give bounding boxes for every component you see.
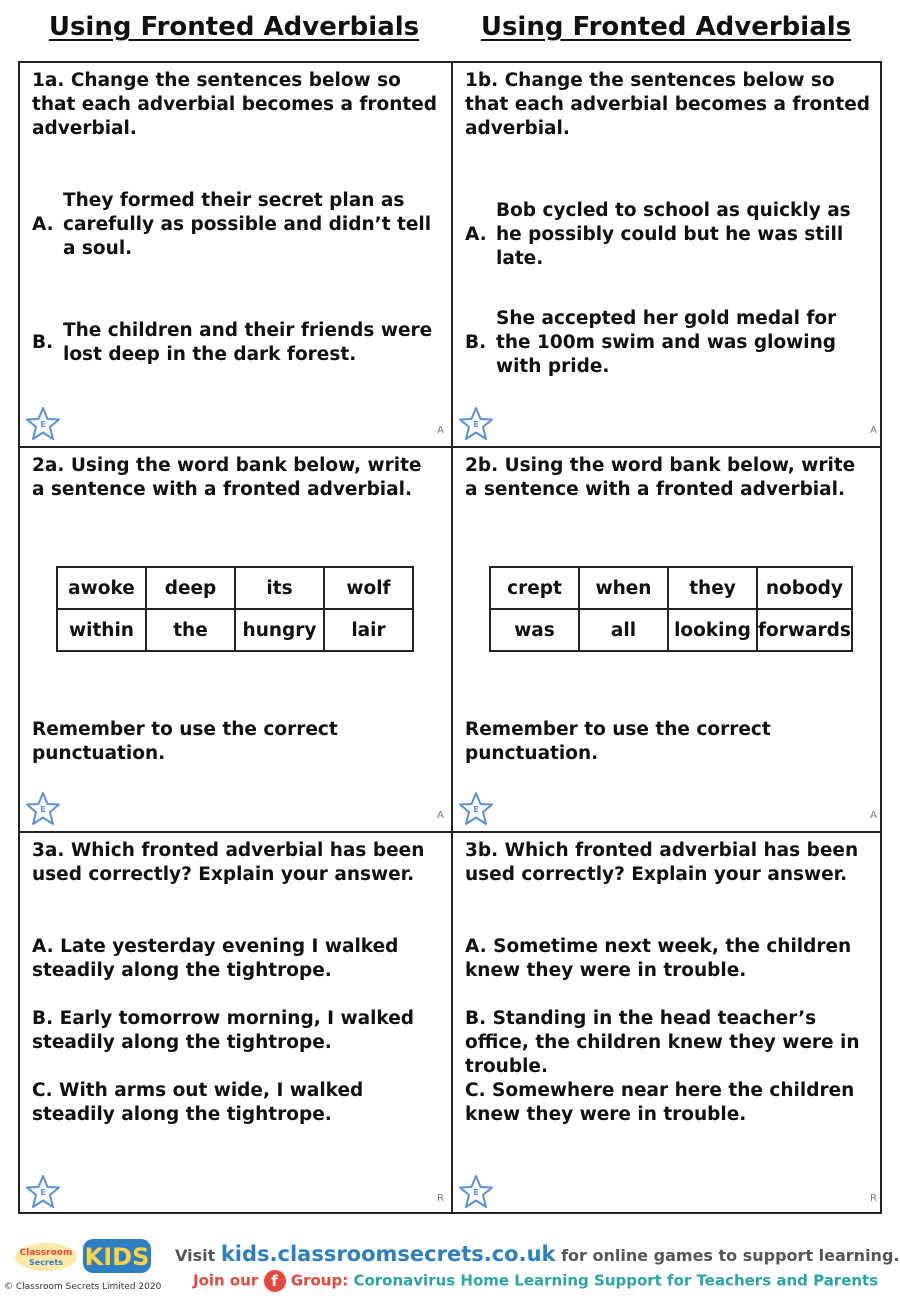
option-b bbox=[465, 307, 873, 379]
word-cell: hungry bbox=[235, 609, 324, 651]
visit-prefix: Visit bbox=[175, 1246, 216, 1265]
option-a: A. Sometime next week, the children knew they were in trouble. bbox=[465, 936, 852, 981]
difficulty-label: A bbox=[437, 810, 444, 821]
question-text: 1b. Change the sentences below so that each adverbial becomes a fronted adverbial. bbox=[465, 70, 871, 139]
question-1b bbox=[453, 63, 883, 446]
difficulty-label: A bbox=[437, 425, 444, 436]
join-prefix: Join our bbox=[193, 1271, 259, 1290]
question-text: 2a. Using the word bank below, write a sentence with a fronted adverbial. bbox=[32, 455, 422, 500]
page-title-left: Using Fronted Adverbials bbox=[48, 12, 420, 42]
question-3a bbox=[20, 833, 450, 1214]
star-label: E bbox=[473, 805, 479, 814]
group-link[interactable]: Coronavirus Home Learning Support for Teachers and Parents bbox=[353, 1271, 879, 1290]
website-link[interactable]: kids.classroomsecrets.co.uk bbox=[220, 1242, 556, 1266]
option-letter: A. bbox=[32, 214, 54, 235]
star-icon bbox=[24, 791, 62, 827]
option-letter: B. bbox=[32, 332, 54, 353]
page-titles bbox=[18, 12, 882, 56]
footer bbox=[0, 1230, 900, 1300]
group-label: Group: bbox=[290, 1271, 349, 1290]
option-text: Bob cycled to school as quickly as he possibly could but he was still late. bbox=[496, 200, 851, 269]
table-row bbox=[57, 609, 413, 651]
question-2a bbox=[20, 448, 450, 831]
question-text: 2b. Using the word bank below, write a sentence with a fronted adverbial. bbox=[465, 455, 856, 500]
word-cell: when bbox=[579, 567, 668, 609]
word-cell: wolf bbox=[324, 567, 413, 609]
page-title-right: Using Fronted Adverbials bbox=[480, 12, 852, 42]
question-3b bbox=[453, 833, 883, 1214]
option-text: The children and their friends were lost deep in the dark forest. bbox=[63, 320, 433, 365]
star-icon bbox=[457, 791, 495, 827]
facebook-icon[interactable]: f bbox=[264, 1270, 286, 1292]
join-line bbox=[193, 1270, 878, 1292]
star-icon bbox=[457, 406, 495, 442]
svg-text:Classroom: Classroom bbox=[19, 1248, 73, 1258]
word-cell: lair bbox=[324, 609, 413, 651]
star-label: E bbox=[473, 1188, 479, 1197]
option-text: She accepted her gold medal for the 100m swim and was glowing with pride. bbox=[496, 308, 837, 377]
star-label: E bbox=[473, 420, 479, 429]
copyright-text: © Classroom Secrets Limited 2020 bbox=[4, 1282, 162, 1292]
difficulty-label: A bbox=[870, 425, 877, 436]
reminder-text: Remember to use the correct punctuation. bbox=[32, 719, 338, 764]
word-cell: deep bbox=[146, 567, 235, 609]
table-row bbox=[490, 567, 852, 609]
word-bank-table bbox=[56, 566, 414, 652]
word-cell: they bbox=[668, 567, 757, 609]
worksheet-grid bbox=[18, 61, 882, 1214]
option-a: A. Late yesterday evening I walked steadily along the tightrope. bbox=[32, 936, 399, 981]
kids-logo-text: KIDS bbox=[84, 1243, 150, 1271]
word-cell: its bbox=[235, 567, 324, 609]
option-a bbox=[465, 199, 873, 271]
word-cell: was bbox=[490, 609, 579, 651]
word-cell: all bbox=[579, 609, 668, 651]
option-c: C. Somewhere near here the children knew they were in trouble. bbox=[465, 1080, 855, 1125]
question-2b bbox=[453, 448, 883, 831]
star-icon bbox=[457, 1174, 495, 1210]
visit-suffix: for online games to support learning. bbox=[561, 1246, 900, 1265]
star-label: E bbox=[40, 805, 46, 814]
svg-text:Secrets: Secrets bbox=[29, 1258, 63, 1267]
word-cell: crept bbox=[490, 567, 579, 609]
question-text: 1a. Change the sentences below so that each adverbial becomes a fronted adverbial. bbox=[32, 70, 438, 139]
difficulty-label: A bbox=[870, 810, 877, 821]
word-cell: within bbox=[57, 609, 146, 651]
option-b: B. Early tomorrow morning, I walked steadily along the tightrope. bbox=[32, 1008, 415, 1053]
table-row bbox=[490, 609, 852, 651]
table-row bbox=[57, 567, 413, 609]
question-1a bbox=[20, 63, 450, 446]
star-label: E bbox=[40, 420, 46, 429]
option-letter: B. bbox=[465, 332, 487, 353]
option-c: C. With arms out wide, I walked steadily along the tightrope. bbox=[32, 1080, 364, 1125]
kids-logo bbox=[82, 1238, 152, 1274]
star-icon bbox=[24, 1174, 62, 1210]
star-icon bbox=[24, 406, 62, 442]
word-bank-table bbox=[489, 566, 853, 652]
word-cell: forwards bbox=[757, 609, 852, 651]
visit-line bbox=[175, 1242, 899, 1266]
question-text: 3b. Which fronted adverbial has been used correctly? Explain your answer. bbox=[465, 840, 859, 885]
reminder-text: Remember to use the correct punctuation. bbox=[465, 719, 771, 764]
option-text: They formed their secret plan as carefully as possible and didn’t tell a soul. bbox=[63, 190, 432, 259]
word-cell: the bbox=[146, 609, 235, 651]
star-label: E bbox=[40, 1188, 46, 1197]
option-letter: A. bbox=[465, 224, 487, 245]
word-cell: looking bbox=[668, 609, 757, 651]
word-cell: nobody bbox=[757, 567, 852, 609]
difficulty-label: R bbox=[870, 1193, 877, 1204]
word-cell: awoke bbox=[57, 567, 146, 609]
difficulty-label: R bbox=[437, 1193, 444, 1204]
option-a bbox=[32, 189, 440, 261]
option-b: B. Standing in the head teacher’s office, the children knew they were in trouble. bbox=[465, 1008, 860, 1077]
question-text: 3a. Which fronted adverbial has been used correctly? Explain your answer. bbox=[32, 840, 425, 885]
option-b bbox=[32, 319, 440, 367]
classroom-secrets-logo bbox=[14, 1242, 78, 1272]
